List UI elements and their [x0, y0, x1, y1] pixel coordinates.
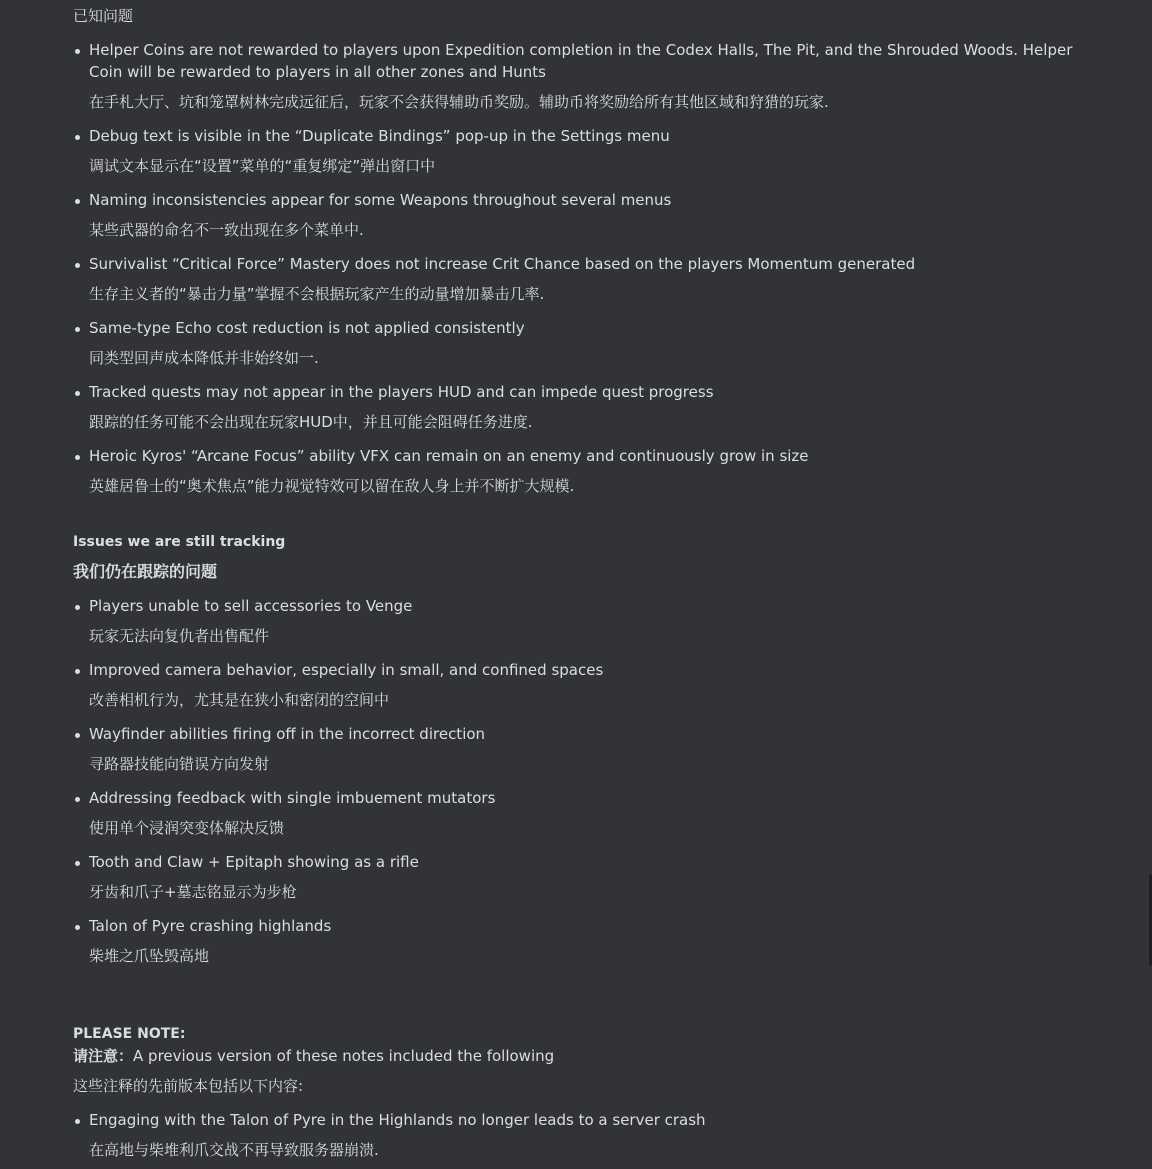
item-en: Talon of Pyre crashing highlands — [89, 917, 332, 935]
note-heading-en: PLEASE NOTE: — [73, 1026, 186, 1042]
list-item — [73, 595, 1073, 647]
list-item — [73, 659, 1073, 711]
item-en: Survivalist “Critical Force” Mastery does not increase Crit Chance based on the players Momentum generated — [89, 255, 916, 273]
note-list — [73, 1109, 1073, 1161]
item-zh: 在高地与柴堆利爪交战不再导致服务器崩溃. — [89, 1141, 379, 1159]
known-issues-heading: 已知问题 — [73, 7, 134, 25]
item-en: Improved camera behavior, especially in small, and confined spaces — [89, 661, 604, 679]
item-en: Addressing feedback with single imbuement mutators — [89, 789, 496, 807]
message-content — [73, 5, 1073, 1161]
item-zh: 改善相机行为，尤其是在狭小和密闭的空间中 — [89, 691, 390, 709]
list-item — [73, 1109, 1073, 1161]
item-zh: 牙齿和爪子+墓志铭显示为步枪 — [89, 883, 297, 901]
note-line — [73, 1045, 1073, 1067]
tracking-heading-en: Issues we are still tracking — [73, 534, 286, 550]
tracking-section — [73, 531, 1073, 967]
tracking-heading-zh: 我们仍在跟踪的问题 — [73, 562, 218, 581]
item-en: Tracked quests may not appear in the players HUD and can impede quest progress — [89, 383, 714, 401]
item-en: Naming inconsistencies appear for some Weapons throughout several menus — [89, 191, 672, 209]
tracking-list — [73, 595, 1073, 967]
item-zh: 使用单个浸润突变体解决反馈 — [89, 819, 285, 837]
item-en: Players unable to sell accessories to Venge — [89, 597, 413, 615]
item-zh: 玩家无法向复仇者出售配件 — [89, 627, 270, 645]
item-en: Engaging with the Talon of Pyre in the Highlands no longer leads to a server crash — [89, 1111, 706, 1129]
list-item — [73, 787, 1073, 839]
item-en: Heroic Kyros' “Arcane Focus” ability VFX can remain on an enemy and continuously grow in size — [89, 447, 809, 465]
note-text-zh: 这些注释的先前版本包括以下内容: — [73, 1077, 304, 1095]
list-item — [73, 125, 1073, 177]
item-zh: 寻路器技能向错误方向发射 — [89, 755, 270, 773]
item-zh: 柴堆之爪坠毁高地 — [89, 947, 210, 965]
list-item — [73, 445, 1073, 497]
item-zh: 英雄居鲁士的“奥术焦点”能力视觉特效可以留在敌人身上并不断扩大规模. — [89, 477, 575, 495]
item-zh: 同类型回声成本降低并非始终如一. — [89, 349, 319, 367]
item-zh: 在手札大厅、坑和笼罩树林完成远征后，玩家不会获得辅助币奖励。辅助币将奖励给所有其他区域和狩猎的玩家. — [89, 93, 829, 111]
item-en: Helper Coins are not rewarded to players upon Expedition completion in the Codex Halls, The Pit, and the Shrouded Woods. Helper Coin will be rewarded to players in all other zones and Hunts — [89, 41, 1073, 81]
list-item — [73, 253, 1073, 305]
item-en: Debug text is visible in the “Duplicate Bindings” pop-up in the Settings menu — [89, 127, 670, 145]
item-zh: 调试文本显示在“设置”菜单的“重复绑定”弹出窗口中 — [89, 157, 436, 175]
item-en: Wayfinder abilities firing off in the incorrect direction — [89, 725, 486, 743]
list-item — [73, 915, 1073, 967]
item-en: Tooth and Claw + Epitaph showing as a rifle — [89, 853, 419, 871]
list-item — [73, 381, 1073, 433]
list-item — [73, 317, 1073, 369]
list-item — [73, 189, 1073, 241]
item-zh: 跟踪的任务可能不会出现在玩家HUD中，并且可能会阻碍任务进度. — [89, 413, 533, 431]
known-issues-list — [73, 39, 1073, 497]
note-label-zh: 请注意： — [73, 1047, 134, 1065]
item-en: Same-type Echo cost reduction is not applied consistently — [89, 319, 525, 337]
list-item — [73, 851, 1073, 903]
item-zh: 某些武器的命名不一致出现在多个菜单中. — [89, 221, 364, 239]
note-text-en: A previous version of these notes included the following — [133, 1047, 555, 1065]
note-section — [73, 1023, 1073, 1161]
list-item — [73, 723, 1073, 775]
item-zh: 生存主义者的“暴击力量”掌握不会根据玩家产生的动量增加暴击几率. — [89, 285, 545, 303]
list-item — [73, 39, 1073, 113]
